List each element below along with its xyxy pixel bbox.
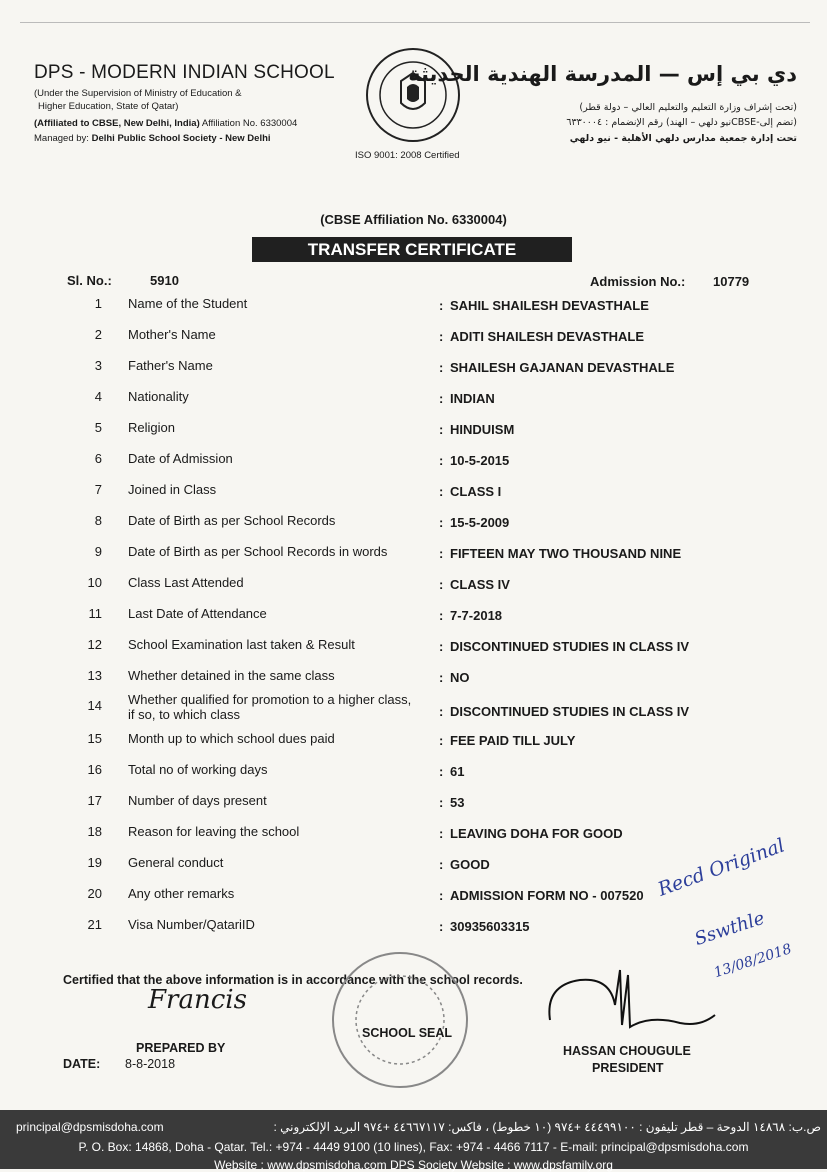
handwritten-receiver-signature: Sswthle: [692, 907, 768, 950]
field-label-line: Date of Birth as per School Records: [128, 513, 336, 528]
field-label: [128, 917, 255, 932]
field-label: [128, 513, 335, 528]
field-label-line: Visa Number/QatariID: [128, 917, 255, 932]
field-value: HINDUISM: [450, 422, 515, 437]
footer-website-line[interactable]: Website : www.dpsmisdoha.com DPS Society Website : www.dpsfamily.org: [214, 1158, 613, 1172]
field-number: 11: [88, 606, 102, 621]
field-colon: :: [439, 639, 444, 654]
arabic-managed-by-line: تحت إدارة جمعية مدارس دلهي الأهلية - نيو دلهي: [569, 133, 797, 144]
field-label: [128, 482, 216, 497]
field-value: FIFTEEN MAY TWO THOUSAND NINE: [450, 546, 682, 561]
field-label-line: Reason for leaving the school: [128, 824, 300, 839]
field-number: 17: [87, 793, 102, 808]
field-colon: :: [439, 919, 444, 934]
president-signature-icon: [540, 965, 720, 1040]
field-value: FEE PAID TILL JULY: [450, 733, 576, 748]
field-colon: :: [439, 764, 444, 779]
field-number: 6: [94, 451, 102, 466]
supervision-line-1: (Under the Supervision of Ministry of Education &: [34, 88, 242, 99]
field-label: [128, 358, 213, 373]
field-label-line: Religion: [128, 420, 175, 435]
field-row: [0, 420, 827, 448]
field-label: [128, 637, 355, 652]
field-row: [0, 544, 827, 572]
serial-number-label: Sl. No.:: [67, 273, 112, 288]
school-name-english: DPS - MODERN INDIAN SCHOOL: [34, 62, 335, 83]
supervision-line-2: Higher Education, State of Qatar): [38, 101, 179, 112]
cbse-affiliation-heading: (CBSE Affiliation No. 6330004): [320, 212, 507, 227]
field-label: [128, 855, 223, 870]
affiliation-bold: (Affiliated to CBSE, New Delhi, India): [34, 118, 200, 129]
admission-number-label: Admission No.:: [590, 274, 686, 289]
field-number: 3: [94, 358, 102, 373]
field-label: [128, 544, 387, 559]
field-colon: :: [439, 826, 444, 841]
field-value: LEAVING DOHA FOR GOOD: [450, 826, 623, 841]
school-name-arabic: دي بي إس — المدرسة الهندية الحديثة: [408, 62, 797, 86]
field-colon: :: [439, 795, 444, 810]
field-colon: :: [439, 857, 444, 872]
field-label-line: Date of Birth as per School Records in words: [128, 544, 388, 559]
field-number: 14: [87, 698, 102, 713]
arabic-affiliation-line: (تضم إلى-CBSEنيو دلهي – الهند) رقم الإنضمام : ٦٣٣٠٠٠٤: [566, 117, 797, 128]
field-number: 20: [87, 886, 102, 901]
date-value: 8-8-2018: [125, 1057, 176, 1071]
field-row: [0, 513, 827, 541]
field-value: INDIAN: [450, 391, 495, 406]
school-seal-icon: [330, 950, 470, 1090]
field-row: [0, 731, 827, 759]
field-number: 13: [87, 668, 102, 683]
field-colon: :: [439, 422, 444, 437]
field-value: 7-7-2018: [450, 608, 503, 623]
field-value: 10-5-2015: [450, 453, 510, 468]
footer-arabic-contact: ص.ب: ١٤٨٦٨ الدوحة – قطر تليفون : ٤٤٤٩٩١٠٠ +٩٧٤ (١٠ خطوط) ، فاكس: ٤٤٦٦٧١١٧ +٩٧٤ البريد الإلكتروني :: [273, 1120, 821, 1134]
field-label-line: Total no of working days: [128, 762, 268, 777]
arabic-supervision-line: (تحت إشراف وزارة التعليم والتعليم العالي – دولة قطر): [579, 102, 797, 113]
certificate-title: TRANSFER CERTIFICATE: [252, 237, 572, 262]
field-row: [0, 606, 827, 634]
field-number: 19: [87, 855, 102, 870]
serial-number-value: 5910: [150, 273, 179, 288]
handwritten-received-note: Recd Original: [655, 834, 788, 901]
field-label: [128, 327, 216, 342]
field-label-line: Whether detained in the same class: [128, 668, 335, 683]
field-value: ADITI SHAILESH DEVASTHALE: [450, 329, 645, 344]
field-label: [128, 824, 299, 839]
date-label: DATE:: [63, 1057, 101, 1071]
admission-number-value: 10779: [713, 274, 750, 289]
field-colon: :: [439, 704, 444, 719]
affiliation-line: [34, 118, 297, 129]
president-name: HASSAN CHOUGULE: [563, 1044, 691, 1058]
field-number: 9: [94, 544, 102, 559]
field-label-line-2: if so, to which class: [128, 707, 240, 722]
field-number: 12: [87, 637, 102, 652]
top-edge-line: [20, 22, 810, 23]
field-colon: :: [439, 360, 444, 375]
field-label: [128, 389, 189, 404]
field-number: 5: [94, 420, 102, 435]
field-label-line: Father's Name: [128, 358, 213, 373]
field-colon: :: [439, 453, 444, 468]
field-value: 53: [450, 795, 465, 810]
field-row: [0, 296, 827, 324]
field-number: 10: [87, 575, 102, 590]
field-row: [0, 482, 827, 510]
field-value: 15-5-2009: [450, 515, 510, 530]
field-label-line: Date of Admission: [128, 451, 233, 466]
field-label-line: Last Date of Attendance: [128, 606, 267, 621]
field-number: 16: [87, 762, 102, 777]
field-number: 18: [87, 824, 102, 839]
field-label-line: Class Last Attended: [128, 575, 244, 590]
field-row: [0, 451, 827, 479]
field-value: NO: [450, 670, 470, 685]
field-value: GOOD: [450, 857, 490, 872]
field-label: [128, 606, 267, 621]
field-colon: :: [439, 577, 444, 592]
field-colon: :: [439, 391, 444, 406]
footer-email[interactable]: principal@dpsmisdoha.com: [16, 1120, 164, 1134]
field-label: [128, 731, 335, 746]
field-label-line: Name of the Student: [128, 296, 248, 311]
field-row: [0, 327, 827, 355]
footer-bar: [0, 1110, 827, 1172]
field-row: [0, 575, 827, 603]
managed-by-society: Delhi Public School Society - New Delhi: [91, 133, 271, 144]
field-number: 15: [87, 731, 102, 746]
field-value: 61: [450, 764, 465, 779]
affiliation-number: Affiliation No. 6330004: [199, 118, 298, 129]
field-label-line: Nationality: [128, 389, 189, 404]
field-colon: :: [439, 298, 444, 313]
field-colon: :: [439, 546, 444, 561]
field-label-line: Number of days present: [128, 793, 267, 808]
field-number: 7: [94, 482, 102, 497]
field-label: [128, 692, 411, 722]
field-label: [128, 451, 233, 466]
field-value: ADMISSION FORM NO - 007520: [450, 888, 644, 903]
iso-certification: ISO 9001: 2008 Certified: [355, 150, 460, 161]
field-colon: :: [439, 670, 444, 685]
field-colon: :: [439, 888, 444, 903]
field-label-line: Any other remarks: [128, 886, 235, 901]
field-label: [128, 420, 175, 435]
field-label: [128, 575, 244, 590]
field-label-line: Month up to which school dues paid: [128, 731, 335, 746]
field-label: [128, 762, 267, 777]
field-label-line: Mother's Name: [128, 327, 216, 342]
field-value: CLASS IV: [450, 577, 510, 592]
field-label-line: Whether qualified for promotion to a higher class,: [128, 692, 412, 707]
field-label-line: School Examination last taken & Result: [128, 637, 355, 652]
field-value: DISCONTINUED STUDIES IN CLASS IV: [450, 639, 690, 654]
field-value: SAHIL SHAILESH DEVASTHALE: [450, 298, 649, 313]
field-value: DISCONTINUED STUDIES IN CLASS IV: [450, 704, 690, 719]
field-value: CLASS I: [450, 484, 502, 499]
field-number: 2: [94, 327, 102, 342]
field-label: [128, 668, 335, 683]
field-number: 8: [94, 513, 102, 528]
field-number: 1: [94, 296, 102, 311]
field-number: 21: [87, 917, 102, 932]
field-colon: :: [439, 608, 444, 623]
field-label: [128, 296, 247, 311]
field-colon: :: [439, 515, 444, 530]
field-row: [0, 824, 827, 852]
field-number: 4: [94, 389, 102, 404]
certification-statement: Certified that the above information is in accordance with the school records.: [63, 973, 523, 987]
field-colon: :: [439, 484, 444, 499]
handwritten-date: 13/08/2018: [712, 941, 794, 982]
field-label: [128, 886, 234, 901]
field-row: [0, 389, 827, 417]
field-row: [0, 637, 827, 665]
field-label: [128, 793, 267, 808]
managed-by-line: [34, 133, 271, 144]
field-label-line: General conduct: [128, 855, 224, 870]
field-label-line: Joined in Class: [128, 482, 217, 497]
field-colon: :: [439, 733, 444, 748]
footer-contact-line: P. O. Box: 14868, Doha - Qatar. Tel.: +974 - 4449 9100 (10 lines), Fax: +974 - 4466 7117 - E-mail: principal@dpsmisdoha.com: [78, 1140, 749, 1154]
field-value: SHAILESH GAJANAN DEVASTHALE: [450, 360, 675, 375]
managed-by-lead: Managed by:: [34, 133, 92, 144]
field-row: [0, 762, 827, 790]
preparer-signature: Francis: [148, 985, 247, 1015]
field-row: [0, 793, 827, 821]
prepared-by-label: PREPARED BY: [136, 1041, 226, 1055]
school-seal-label: SCHOOL SEAL: [362, 1026, 453, 1040]
field-value: 30935603315: [450, 919, 530, 934]
field-colon: :: [439, 329, 444, 344]
field-row: [0, 358, 827, 386]
field-row: [0, 692, 827, 720]
president-title: PRESIDENT: [592, 1061, 664, 1075]
field-row: [0, 886, 827, 914]
